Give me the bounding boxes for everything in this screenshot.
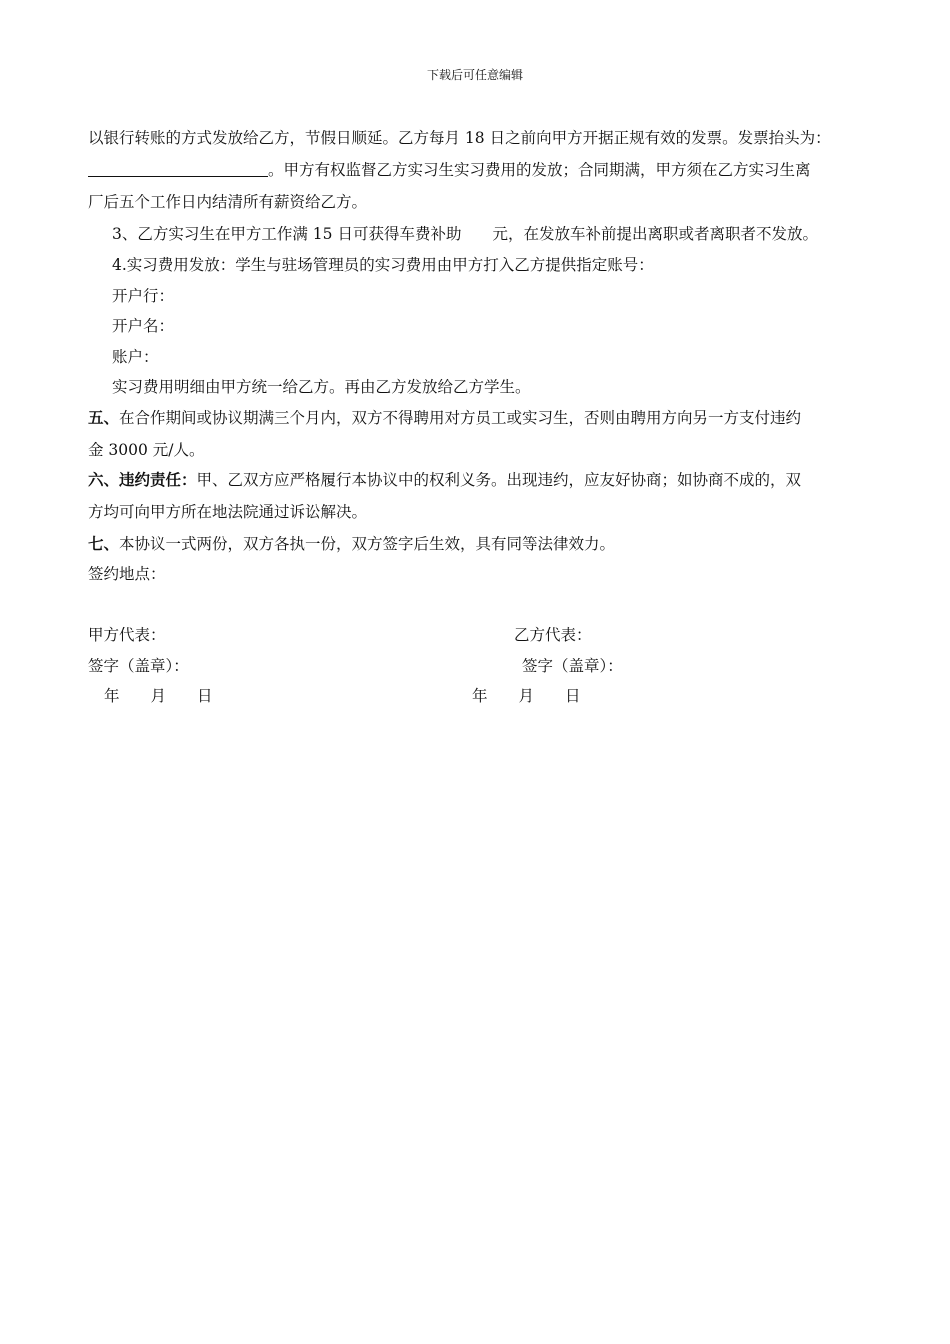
section-6-text: 甲、乙双方应严格履行本协议中的权利义务。出现违约，应友好协商；如协商不成的，双 (196, 471, 802, 489)
page-header: 下载后可任意编辑 (426, 68, 523, 82)
para1-line2-text: 。甲方有权监督乙方实习生实习费用的发放；合同期满，甲方须在乙方实习生离 (268, 161, 811, 179)
para1-line1: 以银行转账的方式发放给乙方，节假日顺延。乙方每月 18 日之前向甲方开据正规有效的发票。发票抬头为： (88, 129, 831, 147)
section-5-line1 (88, 408, 801, 428)
payment-detail: 实习费用明细由甲方统一给乙方。再由乙方发放给乙方学生。 (112, 378, 531, 396)
item-3: 3、乙方实习生在甲方工作满 15 日可获得车费补助 元，在发放车补前提出离职或者离职者不发放。 (112, 225, 818, 243)
section-5-line2: 金 3000 元/人。 (88, 441, 205, 459)
account-label: 账户： (112, 348, 159, 366)
signing-place: 签约地点： (88, 565, 166, 583)
party-b-signature: 签字（盖章）： (522, 657, 623, 675)
party-a-signature: 签字（盖章）： (88, 657, 189, 675)
section-7-text: 本协议一式两份，双方各执一份，双方签字后生效，具有同等法律效力。 (119, 535, 616, 553)
para1-line2 (88, 160, 811, 180)
section-5-heading: 五、 (88, 408, 120, 427)
party-a-date: 年 月 日 (104, 687, 213, 705)
item-4: 4.实习费用发放：学生与驻场管理员的实习费用由甲方打入乙方提供指定账号： (112, 256, 654, 274)
party-b-representative: 乙方代表： (514, 626, 592, 644)
section-5-text: 在合作期间或协议期满三个月内，双方不得聘用对方员工或实习生，否则由聘用方向另一方支付违约 (119, 409, 802, 427)
invoice-title-blank (88, 161, 268, 177)
section-6-line1 (88, 470, 801, 490)
account-name-label: 开户名： (112, 317, 175, 335)
para1-line3: 厂后五个工作日内结清所有薪资给乙方。 (88, 193, 368, 211)
bank-label: 开户行： (112, 287, 175, 305)
section-7-line1 (88, 534, 615, 554)
section-6-heading: 六、违约责任： (88, 470, 197, 489)
party-b-date: 年 月 日 (472, 687, 581, 705)
party-a-representative: 甲方代表： (88, 626, 166, 644)
section-6-line2: 方均可向甲方所在地法院通过诉讼解决。 (88, 503, 368, 521)
section-7-heading: 七、 (88, 534, 120, 553)
